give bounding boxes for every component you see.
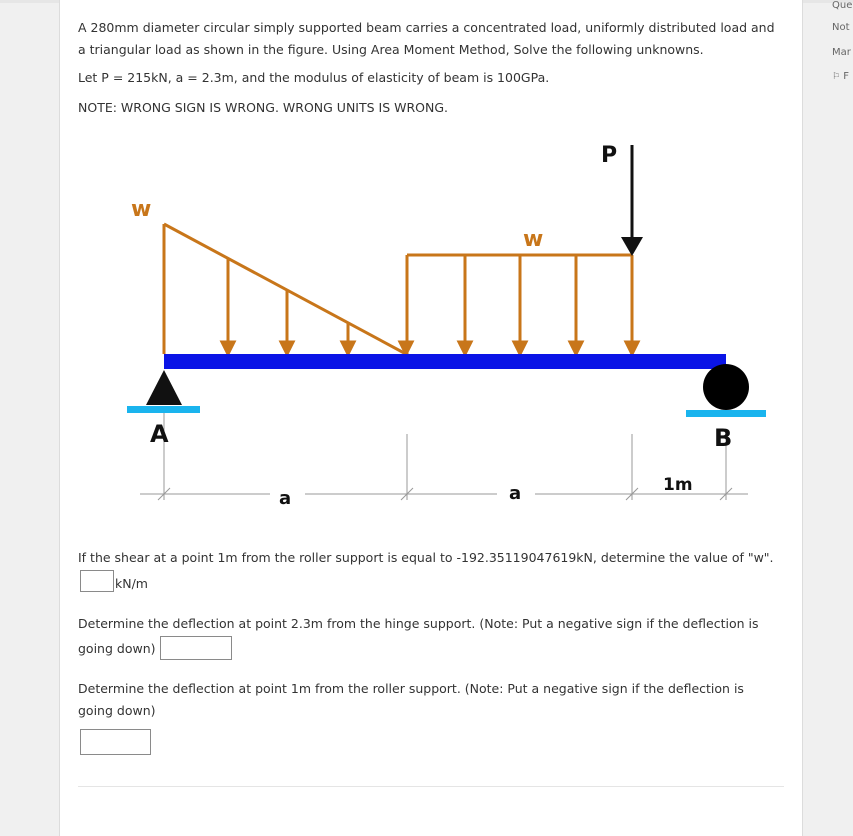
answer-1-input[interactable] (80, 570, 114, 592)
intro-line-1: A 280mm diameter circular simply supported beam carries a concentrated load, uniformly distributed load and (78, 20, 775, 35)
intro-line-3: Let P = 215kN, a = 2.3m, and the modulus of elasticity of beam is 100GPa. (78, 70, 550, 85)
answer-1-unit: kN/m (115, 576, 148, 591)
dim-a-1: a (279, 488, 292, 509)
question-3-line-2: going down) (78, 703, 156, 718)
sidebar-marks-label: Mar (832, 47, 851, 58)
hinge-base (127, 406, 200, 413)
hinge-support (146, 370, 182, 405)
flag-icon: ⚐ (832, 72, 841, 82)
tri-load-slope (164, 224, 406, 354)
label-w-mid: w (523, 227, 544, 252)
question-3-line-1: Determine the deflection at point 1m from the roller support. (Note: Put a negative sign if the deflection is (78, 681, 744, 696)
label-b-support: B (714, 424, 733, 452)
roller-support (703, 364, 749, 410)
answer-2-input[interactable] (160, 636, 232, 660)
beam (164, 354, 726, 369)
dim-1m: 1m (663, 475, 693, 495)
sidebar-flag-item[interactable] (832, 71, 849, 82)
bottom-divider (78, 786, 784, 787)
label-a-support: A (150, 420, 169, 448)
sidebar-question-label: Que (832, 0, 853, 11)
question-2-line-2: going down) (78, 641, 156, 656)
roller-base (686, 410, 766, 417)
sidebar-flag-label: F (843, 71, 850, 82)
label-w-left: w (131, 197, 152, 222)
sidebar-not-label: Not (832, 22, 850, 33)
label-p: P (601, 143, 618, 168)
answer-3-input[interactable] (80, 729, 151, 755)
intro-line-4: NOTE: WRONG SIGN IS WRONG. WRONG UNITS IS WRONG. (78, 100, 449, 115)
question-2-line-1: Determine the deflection at point 2.3m from the hinge support. (Note: Put a negative sign if the deflection is (78, 616, 759, 631)
dim-a-2: a (509, 483, 522, 504)
intro-line-2: a triangular load as shown in the figure. Using Area Moment Method, Solve the following unknowns. (78, 42, 704, 57)
question-1-text: If the shear at a point 1m from the roller support is equal to -192.35119047619kN, determine the value of "w". (78, 550, 774, 565)
